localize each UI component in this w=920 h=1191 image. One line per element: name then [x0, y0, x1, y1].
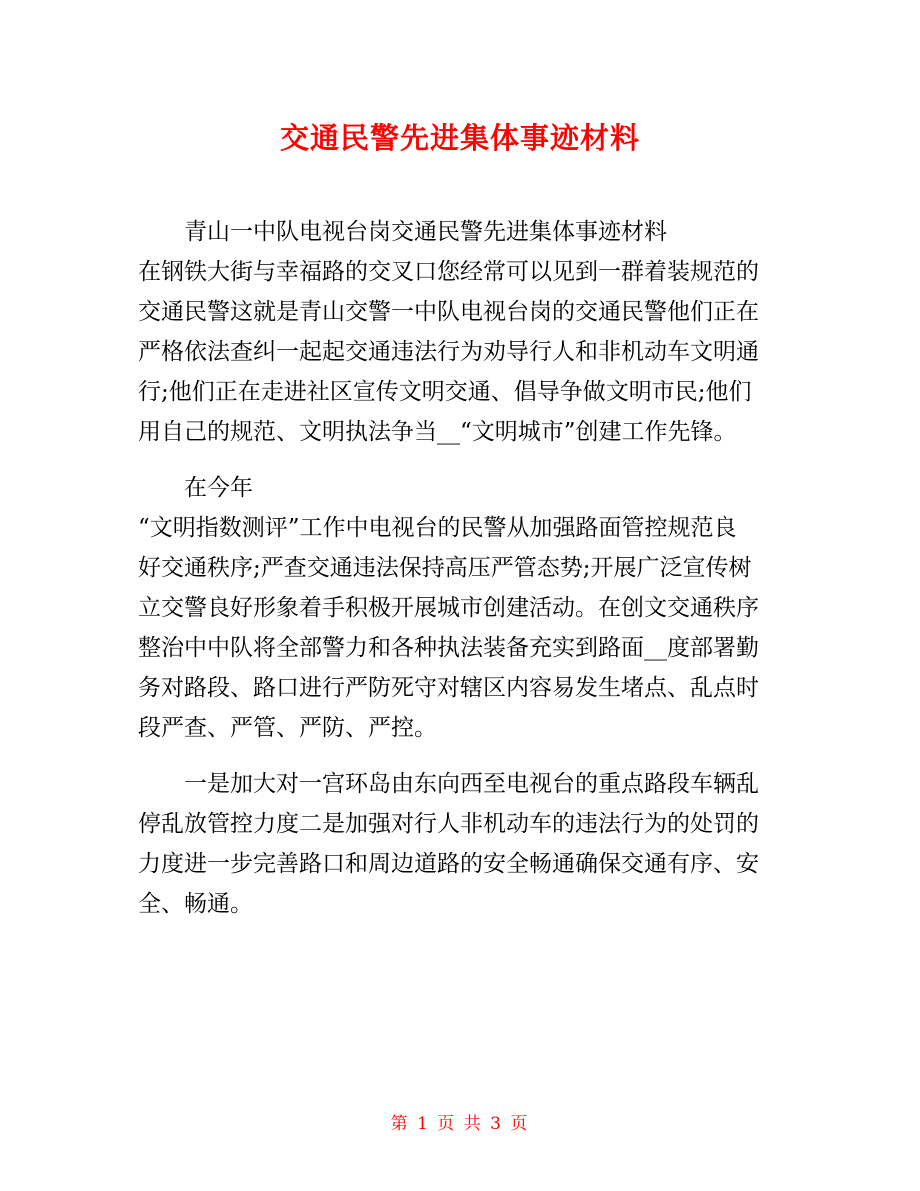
- paragraph-line: 整治中中队将全部警力和各种执法装备充实到路面__度部署勤: [138, 635, 759, 661]
- document-body: [138, 212, 784, 924]
- paragraph-line: 行;他们正在走进社区宣传文明交通、倡导争做文明市民;他们: [138, 379, 752, 405]
- paragraph-4: [138, 508, 784, 748]
- paragraph-gap: [138, 748, 784, 764]
- paragraph-line: 全、畅通。: [138, 891, 253, 917]
- paragraph-line: 停乱放管控力度二是加强对行人非机动车的违法行为的处罚的: [138, 811, 759, 837]
- paragraph-line: 务对路段、路口进行严防死守对辖区内容易发生堵点、乱点时: [138, 675, 759, 701]
- paragraph-line: “文明指数测评”工作中电视台的民警从加强路面管控规范良: [138, 515, 737, 541]
- paragraph-line: 一是加大对一宫环岛由东向西至电视台的重点路段车辆乱: [184, 771, 759, 797]
- paragraph-3: [138, 468, 784, 508]
- paragraph-line: 在今年: [184, 475, 253, 501]
- paragraph-line: 用自己的规范、文明执法争当__“文明城市”创建工作先锋。: [138, 419, 737, 445]
- paragraph-line: 立交警良好形象着手积极开展城市创建活动。在创文交通秩序: [138, 595, 759, 621]
- paragraph-line: 青山一中队电视台岗交通民警先进集体事迹材料: [184, 219, 667, 245]
- paragraph-line: 力度进一步完善路口和周边道路的安全畅通确保交通有序、安: [138, 851, 759, 877]
- paragraph-line: 交通民警这就是青山交警一中队电视台岗的交通民警他们正在: [138, 299, 759, 325]
- paragraph-line: 好交通秩序;严查交通违法保持高压严管态势;开展广泛宣传树: [138, 555, 752, 581]
- paragraph-line: 段严查、严管、严防、严控。: [138, 715, 437, 741]
- document-title: 交通民警先进集体事迹材料: [279, 121, 640, 155]
- page-number-footer: 第 1 页 共 3 页: [390, 1114, 530, 1134]
- paragraph-1: [138, 212, 784, 252]
- paragraph-line: 在钢铁大街与幸福路的交叉口您经常可以见到一群着装规范的: [138, 259, 759, 285]
- paragraph-2: [138, 252, 784, 452]
- paragraph-5: [138, 764, 784, 924]
- paragraph-gap: [138, 452, 784, 468]
- paragraph-line: 严格依法查纠一起起交通违法行为劝导行人和非机动车文明通: [138, 339, 759, 365]
